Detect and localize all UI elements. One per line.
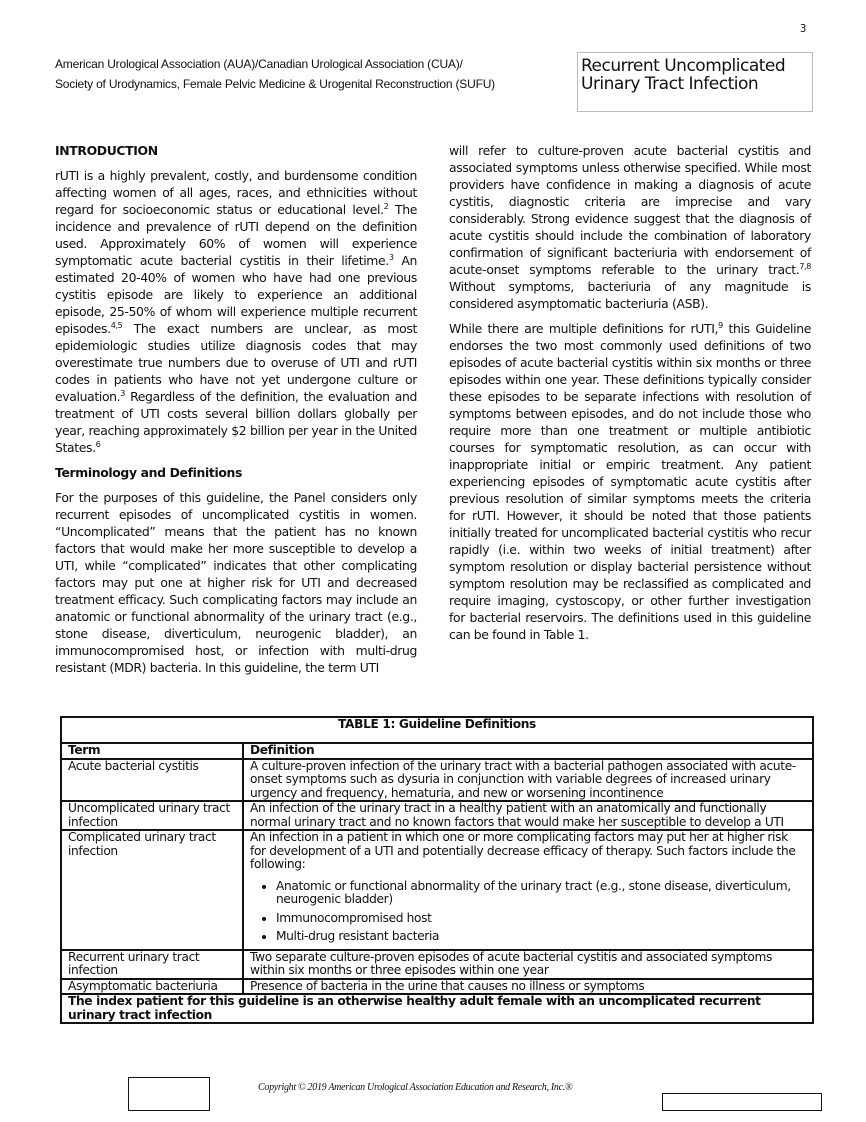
term-cell: Uncomplicated urinary tract infection <box>61 801 243 830</box>
document-title-box <box>577 52 813 112</box>
column-header-term: Term <box>61 743 243 759</box>
table-row <box>61 759 813 802</box>
paragraph-text: this Guideline endorses the two most commonly used definitions of two episodes of acute bacterial cystitis within six months or three episodes within one year. These definitions typically consider these episodes to be separate infections with resolution of symptoms between episodes, and do not include those who require more than one treatment or multiple antibiotic courses for symptomatic resolution, as can occur with inappropriate initial or empiric treatment. Any patient experiencing episodes of symptomatic acute cystitis after previous resolution of similar symptoms meets the criteria for rUTI. However, it should be noted that those patients initially treated for uncomplicated bacterial cystitis who recur rapidly (i.e. within two weeks of initial treatment) after symptom resolution or display bacterial persistence without symptom resolution may be reclassified as complicated and require imaging, cystoscopy, or other further investigation for bacterial reservoirs. The definitions used in this guideline can be found in Table 1. <box>449 321 811 642</box>
paragraph-text: While there are multiple definitions for rUTI, <box>449 321 719 336</box>
title-line-1: Recurrent Uncomplicated <box>581 56 786 76</box>
table-footer-row <box>61 994 813 1023</box>
factor-list <box>250 880 806 944</box>
paragraph <box>449 142 811 312</box>
definition-text: An infection of the urinary tract in a healthy patient with an anatomically and functionally normal urinary tract and no known factors that would make her susceptible to develop a UTI <box>250 801 784 829</box>
definition-cell <box>243 830 813 950</box>
paragraph <box>55 489 417 676</box>
column-header-definition: Definition <box>243 743 813 759</box>
table-row <box>61 979 813 995</box>
citation-superscript: 2 <box>383 201 389 211</box>
paragraph-text: An estimated 20-40% of women who have had one previous cystitis episode are likely to experience an additional episode, 25-50% of whom will experience multiple recurrent episodes. <box>55 253 418 336</box>
paragraph-text: Regardless of the definition, the evaluation and treatment of UTI costs several billion dollars globally per year, reaching approximately $2 billion per year in the United States. <box>55 389 417 455</box>
paragraph-text: For the purposes of this guideline, the Panel considers only recurrent episodes of uncomplicated cystitis in women. “Uncomplicated” means that the patient has no known factors that would make her more susceptible to develop a UTI, while “complicated” indicates that other complicating factors may put one at higher risk for UTI and decreased treatment efficacy. Such complicating factors may include an anatomic or functional abnormality of the urinary tract (e.g., stone disease, diverticulum, neurogenic bladder), an immunocompromised host, or infection with multi-drug resistant (MDR) bacteria. In this guideline, the term UTI <box>55 490 417 675</box>
footer-box-right <box>662 1093 822 1111</box>
organization-header <box>55 54 495 94</box>
paragraph <box>55 167 417 456</box>
citation-superscript: 4,5 <box>110 320 123 330</box>
index-patient-note: The index patient for this guideline is an otherwise healthy adult female with an uncomplicated recurrent urinary tract infection <box>61 994 813 1023</box>
table-row <box>61 950 813 979</box>
table-row <box>61 801 813 830</box>
factor-list-item: • Immunocompromised host <box>276 912 806 926</box>
term-cell: Recurrent urinary tract infection <box>61 950 243 979</box>
citation-superscript: 3 <box>120 388 126 398</box>
definition-text: An infection in a patient in which one or more complicating factors may put her at higher risk for development of a UTI and potentially decrease efficacy of therapy. Such factors include the following: <box>250 830 796 871</box>
table-caption: TABLE 1: Guideline Definitions <box>61 717 813 743</box>
factor-list-item: • Anatomic or functional abnormality of the urinary tract (e.g., stone disease, diverticulum, neurogenic bladder) <box>276 880 806 907</box>
title-line-2: Urinary Tract Infection <box>581 74 759 94</box>
definition-text: Presence of bacteria in the urine that causes no illness or symptoms <box>250 978 645 993</box>
paragraph-text: The exact numbers are unclear, as most epidemiologic studies utilize diagnosis codes that may overestimate true numbers due to overuse of UTI and rUTI codes in patients who have not yet undergone culture or evaluation. <box>55 321 417 404</box>
factor-list-item: • Multi-drug resistant bacteria <box>276 930 806 944</box>
org-line-1: American Urological Association (AUA)/Canadian Urological Association (CUA)/ <box>55 57 463 71</box>
paragraph-text: Without symptoms, bacteriuria of any magnitude is considered asymptomatic bacteriuria (ASB). <box>449 279 811 311</box>
definition-cell <box>243 759 813 802</box>
paragraph-text: The incidence and prevalence of rUTI depend on the definition used. Approximately 60% of women will experience symptomatic acute bacterial cystitis in their lifetime. <box>55 202 417 268</box>
citation-superscript: 3 <box>388 252 394 262</box>
term-cell: Acute bacterial cystitis <box>61 759 243 802</box>
page-number: 3 <box>800 22 807 35</box>
definition-cell <box>243 801 813 830</box>
citation-superscript: 6 <box>95 439 101 449</box>
org-line-2: Society of Urodynamics, Female Pelvic Medicine & Urogenital Reconstruction (SUFU) <box>55 77 495 91</box>
terminology-heading: Terminology and Definitions <box>55 465 243 480</box>
term-cell: Asymptomatic bacteriuria <box>61 979 243 995</box>
paragraph-text: will refer to culture-proven acute bacterial cystitis and associated symptoms unless otherwise specified. While most providers have confidence in making a diagnosis of acute cystitis, diagnostic criteria are imprecise and vary considerably. Strong evidence suggest that the diagnosis of acute cystitis should include the combination of laboratory confirmation of significant bacteriuria with endorsement of acute-onset symptoms referable to the urinary tract. <box>449 143 811 277</box>
paragraph-text: rUTI is a highly prevalent, costly, and burdensome condition affecting women of all ages, races, and ethnicities without regard for socioeconomic status or educational level. <box>55 168 417 217</box>
citation-superscript: 7,8 <box>799 261 811 271</box>
definition-cell <box>243 979 813 995</box>
right-column <box>449 142 811 651</box>
definition-cell <box>243 950 813 979</box>
term-cell: Complicated urinary tract infection <box>61 830 243 950</box>
definitions-table <box>60 716 814 1024</box>
definition-text: Two separate culture-proven episodes of acute bacterial cystitis and associated symptoms within six months or three episodes within one year <box>250 949 772 977</box>
copyright-text: Copyright © 2019 American Urological Association Education and Research, Inc.® <box>258 1082 573 1093</box>
introduction-heading: INTRODUCTION <box>55 143 158 158</box>
table-row <box>61 830 813 950</box>
definition-text: A culture-proven infection of the urinary tract with a bacterial pathogen associated with acute-onset symptoms such as dysuria in conjunction with variable degrees of increased urinary urgency and frequency, hematuria, and new or worsening incontinence <box>250 758 796 800</box>
paragraph <box>449 320 811 643</box>
footer-box-left <box>128 1077 210 1111</box>
citation-superscript: 9 <box>718 320 723 330</box>
left-column <box>55 142 417 684</box>
